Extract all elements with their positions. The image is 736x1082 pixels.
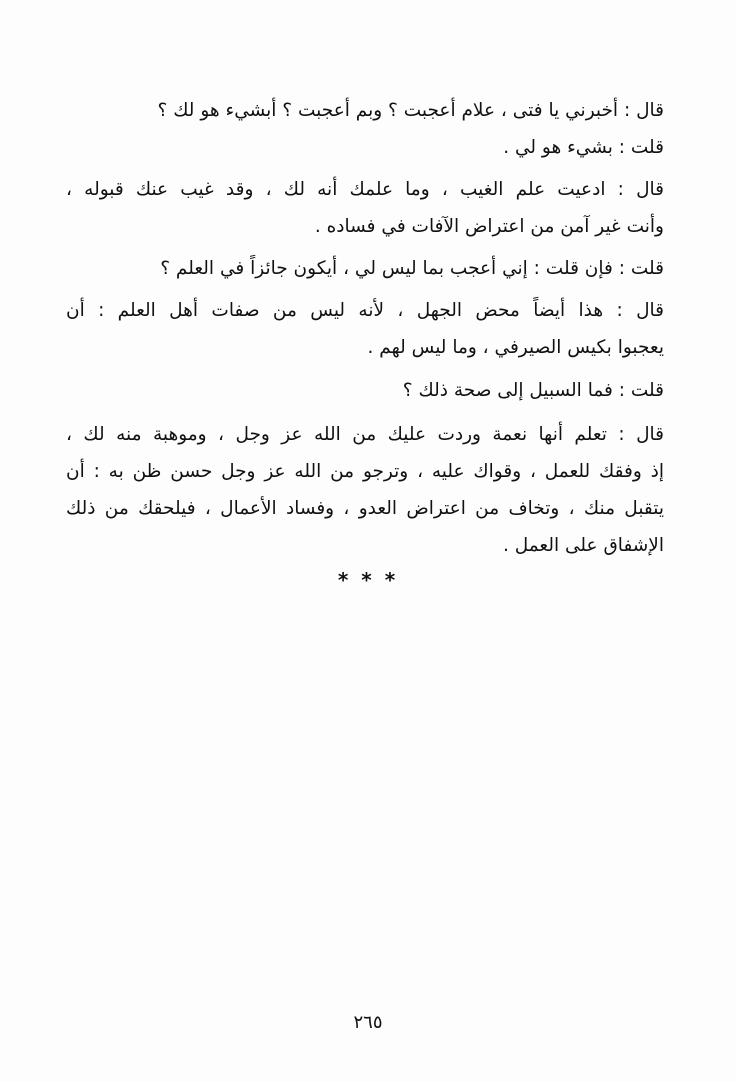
text-line: قال : هذا أيضاً محض الجهل ، لأنه ليس من صفات أهل العلم : أن	[66, 300, 664, 321]
text-line: وأنت غير آمن من اعتراض الآفات في فساده .	[314, 216, 664, 237]
paragraph-4	[66, 250, 664, 287]
paragraph-2	[66, 129, 664, 166]
text-line: إذ وفقك للعمل ، وقواك عليه ، وترجو من الله عز وجل حسن ظن به : أن	[66, 461, 664, 482]
text-line: قلت : فما السبيل إلى صحة ذلك ؟	[402, 380, 664, 401]
paragraph-5	[66, 292, 664, 366]
text-line: يعجبوا بكيس الصيرفي ، وما ليس لهم .	[367, 337, 664, 358]
paragraph-6	[66, 372, 664, 409]
paragraph-3	[66, 171, 664, 245]
paragraph-1	[66, 92, 664, 129]
text-line: قال : تعلم أنها نعمة وردت عليك من الله عز وجل ، وموهبة منه لك ،	[66, 424, 664, 445]
text-line: قلت : بشيء هو لي .	[503, 137, 664, 158]
page-number: ٢٦٥	[353, 1012, 383, 1033]
text-line: قال : ادعيت علم الغيب ، وما علمك أنه لك ، وقد غيب عنك قبوله ،	[66, 179, 664, 200]
paragraph-7	[66, 416, 664, 564]
text-line: الإشفاق على العمل .	[502, 535, 664, 556]
text-line: قال : أخبرني يا فتى ، علام أعجبت ؟ وبم أعجبت ؟ أبشيء هو لك ؟	[157, 100, 664, 121]
section-separator-ornament: * * *	[337, 568, 399, 592]
text-line: يتقبل منك ، وتخاف من اعتراض العدو ، وفساد الأعمال ، فيلحقك من ذلك	[66, 498, 664, 519]
text-line: قلت : فإن قلت : إني أعجب بما ليس لي ، أيكون جائزاً في العلم ؟	[160, 258, 664, 279]
